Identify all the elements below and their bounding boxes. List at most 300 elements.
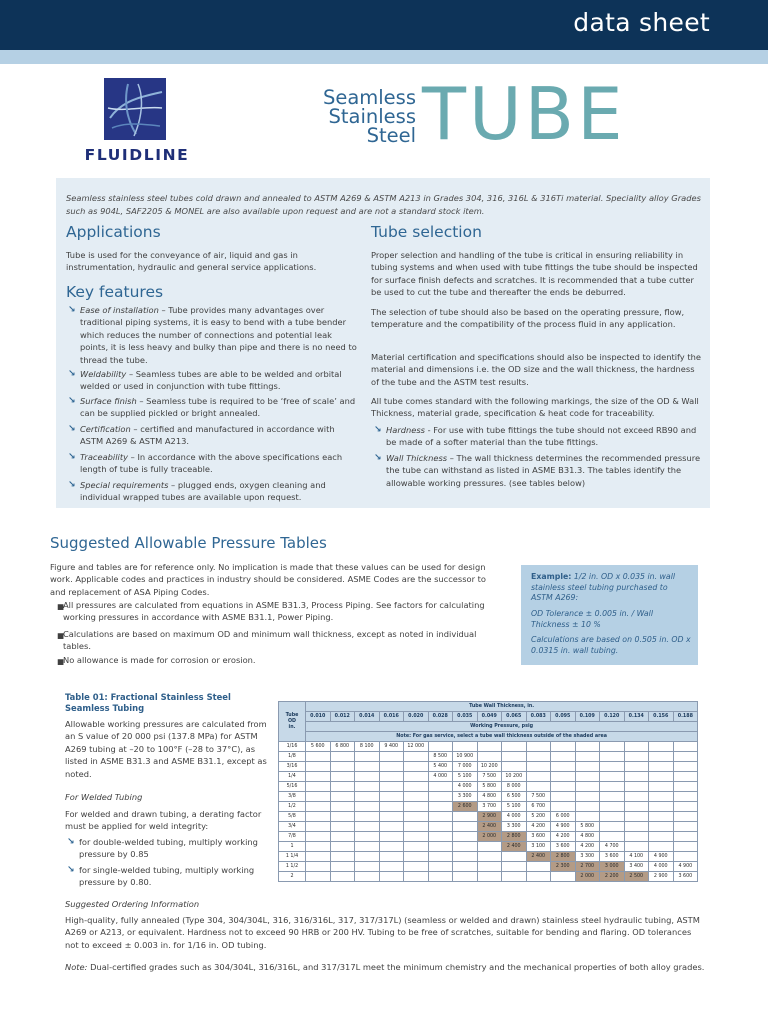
note-text: Dual-certified grades such as 304/304L, 316/316L, and 317/317L meet the minimum chemistry and the mechanical properties of both alloy grades. bbox=[87, 962, 705, 972]
pressure-cell: 7 500 bbox=[526, 792, 551, 802]
pressure-cell bbox=[404, 752, 429, 762]
feature-term: Surface finish bbox=[80, 396, 137, 406]
pressure-cell bbox=[355, 822, 380, 832]
pressure-cell bbox=[477, 752, 502, 762]
table-row bbox=[279, 792, 698, 802]
pressure-cell bbox=[649, 782, 674, 792]
pressure-cell: 2 800 bbox=[551, 852, 576, 862]
pressure-cell bbox=[330, 762, 355, 772]
pressure-cell bbox=[453, 812, 478, 822]
pressure-cell bbox=[673, 852, 698, 862]
table-row bbox=[279, 832, 698, 842]
od-cell: 1/4 bbox=[279, 772, 306, 782]
pressure-cell bbox=[673, 792, 698, 802]
table-header-row bbox=[279, 712, 698, 722]
pressure-cell: 5 100 bbox=[502, 802, 527, 812]
pressure-cell bbox=[379, 762, 404, 772]
pressure-cell: 2 400 bbox=[526, 852, 551, 862]
pressure-cell bbox=[404, 862, 429, 872]
pressure-cell bbox=[404, 782, 429, 792]
pressure-cell bbox=[330, 782, 355, 792]
pressure-cell bbox=[306, 872, 331, 882]
pressure-cell bbox=[379, 842, 404, 852]
pressure-cell bbox=[428, 782, 453, 792]
od-cell: 1 1/4 bbox=[279, 852, 306, 862]
od-cell: 5/16 bbox=[279, 782, 306, 792]
page-title: TUBE bbox=[422, 72, 626, 156]
pressure-cell bbox=[428, 822, 453, 832]
pressure-cell bbox=[379, 852, 404, 862]
pressure-cell bbox=[330, 752, 355, 762]
bullet-arrow-icon: ↘ bbox=[68, 424, 76, 434]
table-row bbox=[279, 762, 698, 772]
pressure-cell bbox=[379, 832, 404, 842]
pressure-cell bbox=[624, 802, 649, 812]
note-label: Note: bbox=[65, 962, 88, 972]
pressure-cell bbox=[453, 822, 478, 832]
pressure-cell bbox=[428, 842, 453, 852]
pressure-cell bbox=[673, 822, 698, 832]
welded-item-text: for double-welded tubing, multiply working pressure by 0.85 bbox=[79, 837, 258, 860]
feature-term: Ease of installation bbox=[80, 305, 159, 315]
pressure-cell: 4 000 bbox=[453, 782, 478, 792]
pressure-cell: 10 200 bbox=[477, 762, 502, 772]
bullet-arrow-icon: ↘ bbox=[67, 865, 75, 875]
pressure-cell bbox=[624, 742, 649, 752]
pressure-cell: 10 200 bbox=[502, 772, 527, 782]
pressure-cell bbox=[453, 742, 478, 752]
pressure-cell bbox=[306, 812, 331, 822]
pressure-cell bbox=[428, 812, 453, 822]
welded-item bbox=[67, 836, 271, 861]
pressure-cell bbox=[624, 832, 649, 842]
pressure-cell bbox=[502, 852, 527, 862]
feature-term: Special requirements bbox=[80, 480, 169, 490]
bullet-arrow-icon: ↘ bbox=[374, 425, 382, 435]
pressure-cell bbox=[600, 802, 625, 812]
pressure-cell bbox=[600, 832, 625, 842]
pressure-cell: 8 000 bbox=[502, 782, 527, 792]
selection-text: – The wall thickness determines the recommended pressure the tube can withstand as listed in ASME B31.3. The tables identify the allowable working pressures. (see tables below) bbox=[386, 453, 701, 488]
pressure-cell bbox=[624, 782, 649, 792]
pressure-cell bbox=[673, 742, 698, 752]
pressure-cell: 2 000 bbox=[477, 832, 502, 842]
pressure-cell: 4 900 bbox=[551, 822, 576, 832]
feature-item bbox=[68, 395, 358, 420]
square-bullet-icon: ■ bbox=[57, 602, 65, 611]
table-row bbox=[279, 752, 698, 762]
wall-thickness-cell: 0.010 bbox=[306, 712, 331, 722]
title-line-seamless: Seamless bbox=[322, 86, 416, 109]
pressure-cell: 2 900 bbox=[477, 812, 502, 822]
selection-text: - For use with tube fittings the tube should not exceed RB90 and be made of a softer material than the tube fittings. bbox=[386, 425, 697, 448]
square-bullet-icon: ■ bbox=[57, 631, 65, 640]
pressure-cell bbox=[306, 862, 331, 872]
pressure-cell bbox=[330, 872, 355, 882]
pressure-cell bbox=[477, 742, 502, 752]
wall-thickness-cell: 0.156 bbox=[649, 712, 674, 722]
wall-thickness-cell: 0.083 bbox=[526, 712, 551, 722]
pressure-cell bbox=[355, 782, 380, 792]
pressure-cell bbox=[306, 852, 331, 862]
pressure-cell bbox=[306, 762, 331, 772]
pressure-cell: 3 100 bbox=[526, 842, 551, 852]
pressure-cell bbox=[306, 792, 331, 802]
example-line2: OD Tolerance ± 0.005 in. / Wall Thickness ± 10 % bbox=[531, 609, 654, 629]
od-header-line: Tube bbox=[285, 712, 299, 718]
pressure-cell bbox=[551, 802, 576, 812]
applications-text: Tube is used for the conveyance of air, liquid and gas in instrumentation, hydraulic and general service applications. bbox=[66, 250, 317, 273]
pressure-cell bbox=[477, 842, 502, 852]
pressure-cell: 4 000 bbox=[428, 772, 453, 782]
pressure-cell: 5 200 bbox=[526, 812, 551, 822]
pressure-cell bbox=[404, 762, 429, 772]
od-cell: 1 1/2 bbox=[279, 862, 306, 872]
pressure-cell: 4 900 bbox=[673, 862, 698, 872]
pressure-cell bbox=[404, 832, 429, 842]
table-row bbox=[279, 772, 698, 782]
pressure-cell: 2 200 bbox=[600, 872, 625, 882]
title-line-steel: Steel bbox=[366, 124, 416, 147]
bullet-arrow-icon: ↘ bbox=[67, 837, 75, 847]
pressure-cell bbox=[502, 752, 527, 762]
od-cell: 3/4 bbox=[279, 822, 306, 832]
table-row bbox=[279, 802, 698, 812]
pressure-cell bbox=[404, 802, 429, 812]
feature-item bbox=[68, 368, 358, 393]
pressure-cell: 2 300 bbox=[551, 862, 576, 872]
pressure-cell bbox=[330, 852, 355, 862]
pressure-cell: 10 900 bbox=[453, 752, 478, 762]
wall-thickness-cell: 0.016 bbox=[379, 712, 404, 722]
pressure-cell bbox=[673, 832, 698, 842]
pressure-cell bbox=[379, 802, 404, 812]
od-cell: 5/8 bbox=[279, 812, 306, 822]
pressure-cell: 7 000 bbox=[453, 762, 478, 772]
selection-item bbox=[374, 424, 704, 449]
table-row bbox=[279, 842, 698, 852]
pressure-cell bbox=[649, 742, 674, 752]
pressure-cell: 3 700 bbox=[477, 802, 502, 812]
pressure-cell: 4 800 bbox=[477, 792, 502, 802]
pressure-cell: 5 800 bbox=[477, 782, 502, 792]
welded-item-text: for single-welded tubing, multiply working pressure by 0.80. bbox=[79, 865, 255, 888]
example-line3: Calculations are based on 0.505 in. OD x 0.0315 in. wall tubing. bbox=[531, 635, 691, 655]
pressure-cell bbox=[379, 772, 404, 782]
pressure-cell bbox=[477, 852, 502, 862]
pressure-cell: 4 100 bbox=[624, 852, 649, 862]
working-pressure-header: Working Pressure, psig bbox=[306, 722, 698, 732]
pressure-table bbox=[278, 701, 698, 882]
tube-selection-heading: Tube selection bbox=[371, 223, 482, 241]
pressure-cell bbox=[330, 862, 355, 872]
pressure-cell bbox=[306, 782, 331, 792]
welded-heading: For Welded Tubing bbox=[65, 792, 143, 802]
pressure-cell bbox=[575, 762, 600, 772]
pressure-cell bbox=[404, 822, 429, 832]
key-features-heading: Key features bbox=[66, 283, 164, 301]
pressure-cell bbox=[428, 802, 453, 812]
pressure-cell: 3 600 bbox=[526, 832, 551, 842]
pressure-cell bbox=[428, 852, 453, 862]
pressure-cell bbox=[428, 862, 453, 872]
pressure-cell bbox=[404, 842, 429, 852]
pressure-cell bbox=[600, 792, 625, 802]
selection-term: Hardness bbox=[386, 425, 426, 435]
pressure-cell bbox=[355, 772, 380, 782]
pressure-cell bbox=[306, 822, 331, 832]
pressure-cell: 5 800 bbox=[575, 822, 600, 832]
pressure-cell: 9 400 bbox=[379, 742, 404, 752]
pressure-cell bbox=[526, 762, 551, 772]
pressure-cell bbox=[526, 742, 551, 752]
pressure-cell bbox=[649, 832, 674, 842]
pressure-cell bbox=[673, 842, 698, 852]
pressure-cell bbox=[404, 852, 429, 862]
feature-text: – Seamless tube is required to be ‘free of scale’ and can be supplied pickled or bright annealed. bbox=[80, 396, 356, 419]
od-cell: 7/8 bbox=[279, 832, 306, 842]
pressure-cell bbox=[404, 872, 429, 882]
tube-selection-p1: Proper selection and handling of the tube is critical in ensuring reliability in tubing systems and when used with tube fittings the tube should be inspected for surface finish defects and scratches. It is recommended that a tube cutter be used to cut the tube and thereafter the ends be deburred. bbox=[371, 250, 698, 298]
table01-text: Allowable working pressures are calculated from an S value of 20 000 psi (137.8 MPa) for ASTM A269 tubing at –20 to 100°F (–28 to 37°C), as listed in ASME B31.3 and ASME B31.1, except as noted. bbox=[65, 719, 267, 779]
pressure-cell bbox=[355, 852, 380, 862]
pressure-cell bbox=[575, 742, 600, 752]
pressure-cell bbox=[575, 772, 600, 782]
pressure-cell bbox=[624, 812, 649, 822]
pressure-cell bbox=[355, 762, 380, 772]
pressure-cell: 6 500 bbox=[502, 792, 527, 802]
table-row bbox=[279, 742, 698, 752]
feature-text: – certified and manufactured in accordance with ASTM A269 & ASTM A213. bbox=[80, 424, 335, 447]
pressure-cell bbox=[673, 752, 698, 762]
wall-thickness-cell: 0.134 bbox=[624, 712, 649, 722]
pressure-cell bbox=[575, 782, 600, 792]
pressure-cell bbox=[453, 842, 478, 852]
feature-term: Certification bbox=[80, 424, 131, 434]
pressure-cell bbox=[551, 872, 576, 882]
pressure-cell bbox=[624, 822, 649, 832]
pressure-cell bbox=[379, 752, 404, 762]
example-line1 bbox=[531, 572, 691, 604]
pressure-cell: 4 000 bbox=[649, 862, 674, 872]
pressure-cell bbox=[502, 872, 527, 882]
wall-thickness-cell: 0.095 bbox=[551, 712, 576, 722]
pressure-cell bbox=[673, 762, 698, 772]
pressure-tables-intro: Figure and tables are for reference only. No implication is made that these values can be used for design work. Applicable codes and practices in industry should be considered. ASME Codes are the successor to and replacement of ASA Piping Codes. bbox=[50, 562, 486, 597]
pressure-cell bbox=[428, 792, 453, 802]
selection-item bbox=[374, 452, 704, 489]
od-cell: 1/2 bbox=[279, 802, 306, 812]
pressure-cell bbox=[330, 792, 355, 802]
pressure-cell bbox=[551, 752, 576, 762]
pressure-cell bbox=[575, 792, 600, 802]
pressure-cell: 4 800 bbox=[575, 832, 600, 842]
pressure-cell bbox=[306, 842, 331, 852]
wall-thickness-cell: 0.035 bbox=[453, 712, 478, 722]
welded-text: For welded and drawn tubing, a derating factor must be applied for weld integrity: bbox=[65, 809, 262, 832]
pressure-cell bbox=[379, 792, 404, 802]
od-header-cell bbox=[279, 702, 306, 742]
pressure-cell bbox=[330, 832, 355, 842]
wall-thickness-cell: 0.109 bbox=[575, 712, 600, 722]
pressure-cell bbox=[330, 812, 355, 822]
pressure-cell bbox=[649, 812, 674, 822]
pressure-cell bbox=[355, 792, 380, 802]
pressure-cell: 7 500 bbox=[477, 772, 502, 782]
pressure-cell: 2 800 bbox=[502, 832, 527, 842]
pressure-cell bbox=[600, 782, 625, 792]
pressure-cell bbox=[624, 792, 649, 802]
pressure-cell bbox=[379, 782, 404, 792]
pressure-cell bbox=[355, 842, 380, 852]
pressure-cell bbox=[551, 792, 576, 802]
pressure-cell bbox=[600, 752, 625, 762]
table-row bbox=[279, 782, 698, 792]
pressure-cell: 4 200 bbox=[551, 832, 576, 842]
pressure-cell: 2 000 bbox=[575, 872, 600, 882]
od-cell: 1/16 bbox=[279, 742, 306, 752]
pressure-cell: 3 600 bbox=[600, 852, 625, 862]
pressure-cell bbox=[551, 762, 576, 772]
feature-text: – Seamless tubes are able to be welded and orbital welded or used in conjunction with tube fittings. bbox=[80, 369, 342, 392]
pressure-tables-heading: Suggested Allowable Pressure Tables bbox=[50, 534, 327, 552]
feature-item bbox=[68, 304, 358, 366]
pressure-cell bbox=[428, 872, 453, 882]
pressure-cell bbox=[526, 862, 551, 872]
pressure-table-container bbox=[278, 701, 697, 899]
table-row bbox=[279, 852, 698, 862]
example-box bbox=[521, 565, 698, 665]
pressure-cell: 4 200 bbox=[575, 842, 600, 852]
pressure-cell bbox=[551, 772, 576, 782]
pressure-cell bbox=[355, 832, 380, 842]
pressure-cell bbox=[673, 812, 698, 822]
feature-term: Weldability bbox=[80, 369, 127, 379]
pressure-cell bbox=[379, 812, 404, 822]
pressure-cell: 3 400 bbox=[624, 862, 649, 872]
pressure-cell bbox=[673, 772, 698, 782]
bullet-arrow-icon: ↘ bbox=[68, 480, 76, 490]
pressure-cell bbox=[526, 772, 551, 782]
tube-selection-p4: All tube comes standard with the following markings, the size of the OD & Wall Thickness, material grade, specification & heat code for traceability. bbox=[371, 396, 699, 419]
pressure-cell bbox=[330, 802, 355, 812]
pressure-cell bbox=[624, 752, 649, 762]
pressure-cell bbox=[428, 832, 453, 842]
pressure-cell: 6 800 bbox=[330, 742, 355, 752]
pressure-bullet: All pressures are calculated from equations in ASME B31.3, Process Piping. See factors for calculating working pressures in accordance with ASME B31.1, Power Piping. bbox=[63, 600, 485, 623]
header-accent-strip bbox=[0, 50, 768, 64]
od-header-line: OD bbox=[287, 718, 297, 724]
pressure-cell: 12 000 bbox=[404, 742, 429, 752]
table-row bbox=[279, 822, 698, 832]
pressure-cell bbox=[306, 832, 331, 842]
welded-item bbox=[67, 864, 271, 889]
pressure-cell bbox=[575, 802, 600, 812]
data-sheet-label: data sheet bbox=[573, 8, 710, 37]
pressure-cell: 2 600 bbox=[453, 802, 478, 812]
wall-thickness-cell: 0.065 bbox=[502, 712, 527, 722]
pressure-cell bbox=[502, 742, 527, 752]
pressure-cell: 5 400 bbox=[428, 762, 453, 772]
selection-term: Wall Thickness bbox=[386, 453, 448, 463]
pressure-cell bbox=[600, 742, 625, 752]
pressure-cell bbox=[673, 782, 698, 792]
fluidline-logo bbox=[64, 78, 210, 166]
pressure-cell bbox=[551, 742, 576, 752]
table-row bbox=[279, 862, 698, 872]
pressure-cell bbox=[404, 812, 429, 822]
od-cell: 1 bbox=[279, 842, 306, 852]
pressure-cell: 3 000 bbox=[600, 862, 625, 872]
title-subtitle bbox=[270, 88, 416, 145]
pressure-cell: 3 300 bbox=[453, 792, 478, 802]
pressure-cell bbox=[453, 872, 478, 882]
pressure-cell bbox=[379, 822, 404, 832]
wall-thickness-cell: 0.120 bbox=[600, 712, 625, 722]
pressure-cell bbox=[453, 832, 478, 842]
pressure-cell: 8 500 bbox=[428, 752, 453, 762]
pressure-cell: 2 700 bbox=[575, 862, 600, 872]
pressure-cell: 5 100 bbox=[453, 772, 478, 782]
pressure-cell: 4 000 bbox=[502, 812, 527, 822]
example-label: Example: bbox=[531, 572, 572, 581]
pressure-cell bbox=[649, 772, 674, 782]
pressure-cell bbox=[404, 772, 429, 782]
gas-service-note: Note: For gas service, select a tube wall thickness outside of the shaded area bbox=[306, 732, 698, 742]
pressure-cell bbox=[477, 872, 502, 882]
pressure-cell: 2 400 bbox=[477, 822, 502, 832]
pressure-cell bbox=[355, 862, 380, 872]
od-cell: 1/8 bbox=[279, 752, 306, 762]
pressure-cell bbox=[330, 822, 355, 832]
pressure-cell: 5 600 bbox=[306, 742, 331, 752]
feature-item bbox=[68, 451, 358, 476]
pressure-cell bbox=[306, 752, 331, 762]
pressure-cell bbox=[526, 782, 551, 792]
pressure-cell: 3 300 bbox=[575, 852, 600, 862]
pressure-cell bbox=[355, 752, 380, 762]
pressure-cell bbox=[379, 862, 404, 872]
table-row bbox=[279, 872, 698, 882]
pressure-cell: 3 300 bbox=[502, 822, 527, 832]
intro-text: Seamless stainless steel tubes cold drawn and annealed to ASTM A269 & ASTM A213 in Grades 304, 316, 316L & 316Ti material. Speciality alloy Grades such as 904L, SAF2205 & MONEL are also available upon request and are not a standard stock item. bbox=[66, 193, 701, 216]
pressure-cell bbox=[600, 822, 625, 832]
pressure-cell bbox=[502, 762, 527, 772]
tube-selection-p3: Material certification and specifications should also be inspected to identify the material and dimensions i.e. the OD size and the wall thickness, the hardness of the tube and the ASTM test results. bbox=[371, 352, 701, 387]
pressure-cell: 6 700 bbox=[526, 802, 551, 812]
wall-thickness-cell: 0.012 bbox=[330, 712, 355, 722]
pressure-cell bbox=[526, 752, 551, 762]
bullet-arrow-icon: ↘ bbox=[68, 452, 76, 462]
title-line-stainless: Stainless bbox=[328, 105, 416, 128]
pressure-cell bbox=[428, 742, 453, 752]
logo-wordmark: FLUIDLINE bbox=[84, 146, 190, 164]
pressure-cell bbox=[355, 802, 380, 812]
pressure-bullet: Calculations are based on maximum OD and minimum wall thickness, except as noted in individual tables. bbox=[63, 629, 477, 652]
pressure-cell: 4 700 bbox=[600, 842, 625, 852]
pressure-cell bbox=[502, 862, 527, 872]
logo-mark-icon bbox=[104, 78, 166, 140]
pressure-cell bbox=[649, 762, 674, 772]
pressure-cell bbox=[306, 772, 331, 782]
pressure-cell bbox=[624, 772, 649, 782]
bullet-arrow-icon: ↘ bbox=[68, 305, 76, 315]
pressure-cell bbox=[330, 842, 355, 852]
bullet-arrow-icon: ↘ bbox=[68, 369, 76, 379]
pressure-cell bbox=[649, 792, 674, 802]
feature-item bbox=[68, 423, 358, 448]
feature-text: – plugged ends, oxygen cleaning and individual wrapped tubes are available upon request. bbox=[80, 480, 326, 503]
